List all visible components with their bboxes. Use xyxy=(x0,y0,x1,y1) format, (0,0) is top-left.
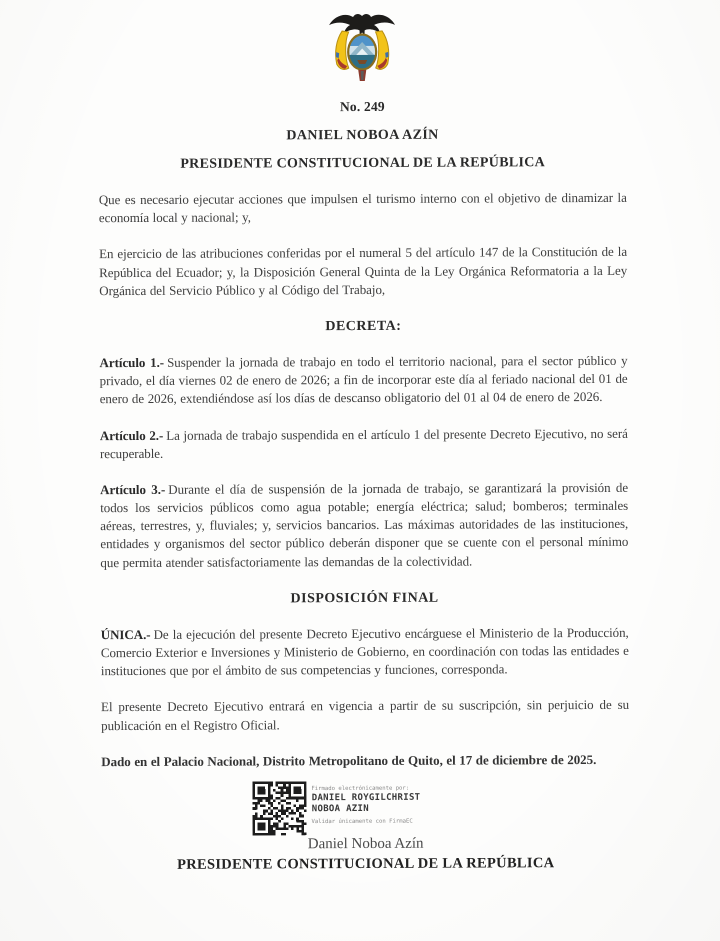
article-3-label: Artículo 3.- xyxy=(100,481,166,498)
attributions-paragraph: En ejercicio de las atribuciones conferidas por el numeral 5 del artículo 147 de la Constitución de la República del Ecuador; y, la Disposición General Quinta de la Ley Orgánica Reformatoria a la Ley Orgánica del Servicio Público y al Código del Trabajo, xyxy=(99,244,628,298)
decree-number: No. 249 xyxy=(339,98,385,115)
stamp-name-line-1: DANIEL ROYGILCHRIST xyxy=(311,792,421,804)
signature-block xyxy=(101,780,629,874)
ecuador-coat-of-arms-icon xyxy=(325,10,399,86)
stamp-text xyxy=(312,781,439,827)
article-1-label: Artículo 1.- xyxy=(99,354,165,371)
considerando-paragraph: Que es necesario ejecutar acciones que impulsen el turismo interno con el objetivo de dinamizar la economía local y nacional; y, xyxy=(98,189,627,226)
president-title-heading: PRESIDENTE CONSTITUCIONAL DE LA REPÚBLICA xyxy=(180,155,546,172)
article-2-text: La jornada de trabajo suspendida en el artículo 1 del presente Decreto Ejecutivo, no será recuperable. xyxy=(99,425,628,461)
article-1-text: Suspender la jornada de trabajo en todo el territorio nacional, para el sector público y privado, el día viernes 02 de enero de 2026; a fin de incorporar este día al feriado nacional del 01 de enero de 2026, extendiéndose así los días de descanso obligatorio del 01 al 04 de enero de 2026. xyxy=(99,352,628,407)
final-disposition-label: ÚNICA.- xyxy=(100,626,151,642)
decreta-heading: DECRETA: xyxy=(325,318,402,335)
electronic-signature-stamp xyxy=(253,781,439,836)
article-3-text: Durante el día de suspensión de la jornada de trabajo, se garantizará la provisión de todos los servicios públicos como agua potable; energía eléctrica; salud; bomberos; terminales aéreas, terrestres, y, fluviales; y, servicios bancarios. Las máximas autoridades de las instituciones, entidades y organismos del sector público deberán disponer que se cuente con el personal mínimo que permita atender satisfactoriamente las demandas de la colectividad. xyxy=(100,479,629,570)
signer-name: Daniel Noboa Azín xyxy=(307,835,424,853)
president-name-heading: DANIEL NOBOA AZÍN xyxy=(286,127,439,144)
article-2-label: Artículo 2.- xyxy=(99,427,164,443)
final-disposition-heading: DISPOSICIÓN FINAL xyxy=(290,590,439,607)
stamp-header-text: Firmado electrónicamente por: xyxy=(311,784,410,792)
issued-at-line: Dado en el Palacio Nacional, Distrito Metropolitano de Quito, el 17 de diciembre de 2025. xyxy=(101,751,597,769)
stamp-name-line-2: NOBOA AZIN xyxy=(311,804,369,815)
final-disposition-text: De la ejecución del presente Decreto Ejecutivo encárguese el Ministerio de la Producción, Comercio Exterior e Inversiones y Ministerio de Gobierno, en coordinación con todas las entidades e instituciones que por el ámbito de sus competencias y funciones, corresponda. xyxy=(100,624,629,679)
article-2-paragraph xyxy=(100,424,628,463)
entry-into-force-paragraph: El presente Decreto Ejecutivo entrará en vigencia a partir de su suscripción, sin perjuicio de su publicación en el Registro Oficial. xyxy=(101,697,630,733)
article-1-paragraph xyxy=(99,352,627,409)
qr-code-icon xyxy=(253,781,307,835)
final-disposition-paragraph xyxy=(101,624,629,681)
signer-title: PRESIDENTE CONSTITUCIONAL DE LA REPÚBLICA xyxy=(177,855,555,873)
article-3-paragraph xyxy=(100,479,628,572)
stamp-footer-text: Validar únicamente con FirmaEC xyxy=(311,818,413,826)
